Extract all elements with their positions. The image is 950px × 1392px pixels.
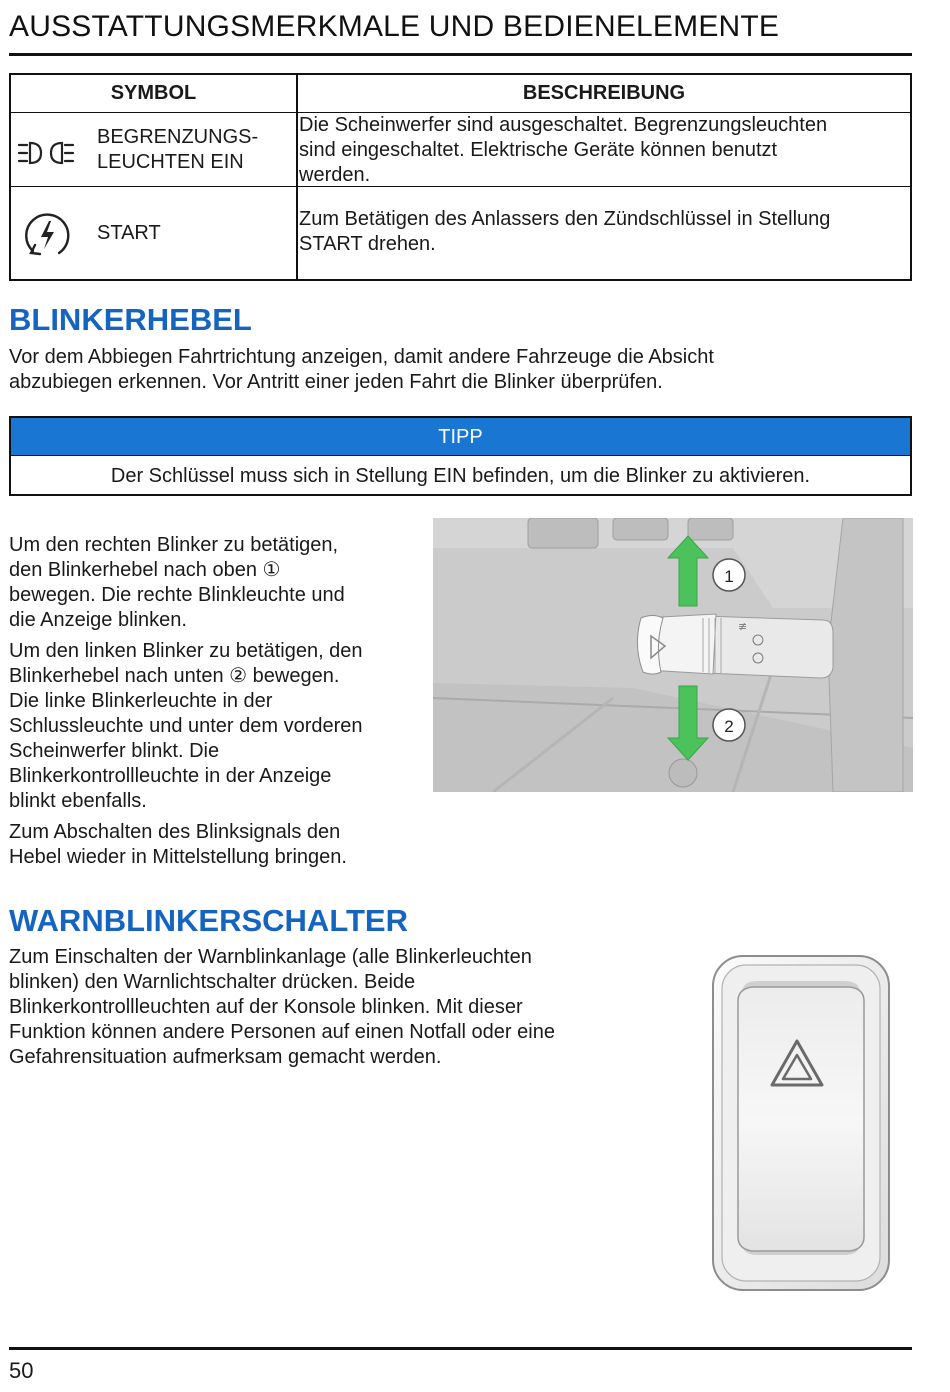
table-header-description: BESCHREIBUNG	[522, 82, 686, 104]
symbol-description	[299, 207, 904, 257]
paragraph-right-signal	[9, 533, 424, 633]
symbol-label-line: START	[97, 222, 161, 244]
symbol-description	[299, 113, 904, 188]
text-line: abzubiegen erkennen. Vor Antritt einer jeden Fahrt die Blinker überprüfen.	[9, 371, 663, 393]
blinker-intro	[9, 345, 909, 395]
page-title: AUSSTATTUNGSMERKMALE UND BEDIENELEMENTE	[9, 10, 780, 43]
table-header-symbol: SYMBOL	[110, 82, 197, 104]
page-number: 50	[9, 1358, 34, 1383]
footer-divider	[9, 1347, 912, 1350]
header-divider	[9, 53, 912, 56]
text-line: bewegen. Die rechte Blinkleuchte und	[9, 584, 345, 606]
section-heading-warnblinkerschalter: WARNBLINKERSCHALTER	[9, 903, 408, 938]
hazard-switch-illustration	[710, 953, 892, 1293]
description-line: START drehen.	[299, 233, 436, 255]
text-line: den Blinkerhebel nach oben ①	[9, 559, 281, 581]
text-line: blinkt ebenfalls.	[9, 790, 147, 812]
turn-signal-lever-illustration	[433, 518, 913, 792]
symbol-label-line: BEGRENZUNGS-	[97, 126, 259, 148]
paragraph-left-signal	[9, 639, 424, 814]
text-line: blinken) den Warnlichtschalter drücken. Beide	[9, 971, 416, 993]
tip-box	[9, 416, 912, 496]
description-line: werden.	[299, 164, 371, 186]
symbol-label	[97, 125, 258, 175]
hazard-description	[9, 945, 659, 1070]
blinker-instructions	[9, 533, 424, 870]
engine-start-icon	[19, 207, 75, 263]
table-row	[11, 187, 910, 281]
text-line: Funktion können andere Personen auf einen Notfall oder eine	[9, 1021, 555, 1043]
text-line: Hebel wieder in Mittelstellung bringen.	[9, 846, 347, 868]
symbol-table	[9, 73, 912, 281]
text-line: Zum Einschalten der Warnblinkanlage (alle Blinkerleuchten	[9, 946, 532, 968]
text-line: Blinkerkontrollleuchte in der Anzeige	[9, 765, 332, 787]
tip-label: TIPP	[11, 418, 910, 456]
text-line: Schlussleuchte und unter dem vorderen	[9, 715, 363, 737]
table-row	[11, 113, 910, 187]
parking-lights-icon	[17, 139, 77, 167]
text-line: Scheinwerfer blinkt. Die	[9, 740, 220, 762]
text-line: Um den rechten Blinker zu betätigen,	[9, 534, 339, 556]
svg-text:≢: ≢	[738, 620, 748, 633]
symbol-label-line: LEUCHTEN EIN	[97, 151, 244, 173]
symbol-label	[97, 221, 161, 246]
callout-up-label: 1	[724, 567, 734, 586]
callout-down-label: 2	[724, 717, 734, 736]
description-line: sind eingeschaltet. Elektrische Geräte können benutzt	[299, 139, 778, 161]
text-line: die Anzeige blinken.	[9, 609, 187, 631]
paragraph-reset-signal	[9, 820, 424, 870]
text-line: Blinkerkontrollleuchten auf der Konsole blinken. Mit dieser	[9, 996, 523, 1018]
tip-text: Der Schlüssel muss sich in Stellung EIN befinden, um die Blinker zu aktivieren.	[110, 465, 811, 487]
table-header-row	[11, 75, 910, 113]
text-line: Zum Abschalten des Blinksignals den	[9, 821, 341, 843]
text-line: Die linke Blinkerleuchte in der	[9, 690, 273, 712]
description-line: Zum Betätigen des Anlassers den Zündschlüssel in Stellung	[299, 208, 831, 230]
text-line: Um den linken Blinker zu betätigen, den	[9, 640, 363, 662]
text-line: Vor dem Abbiegen Fahrtrichtung anzeigen, damit andere Fahrzeuge die Absicht	[9, 346, 714, 368]
text-line: Blinkerhebel nach unten ② bewegen.	[9, 665, 340, 687]
text-line: Gefahrensituation aufmerksam gemacht werden.	[9, 1046, 442, 1068]
description-line: Die Scheinwerfer sind ausgeschaltet. Begrenzungsleuchten	[299, 114, 828, 136]
section-heading-blinkerhebel: BLINKERHEBEL	[9, 302, 252, 337]
